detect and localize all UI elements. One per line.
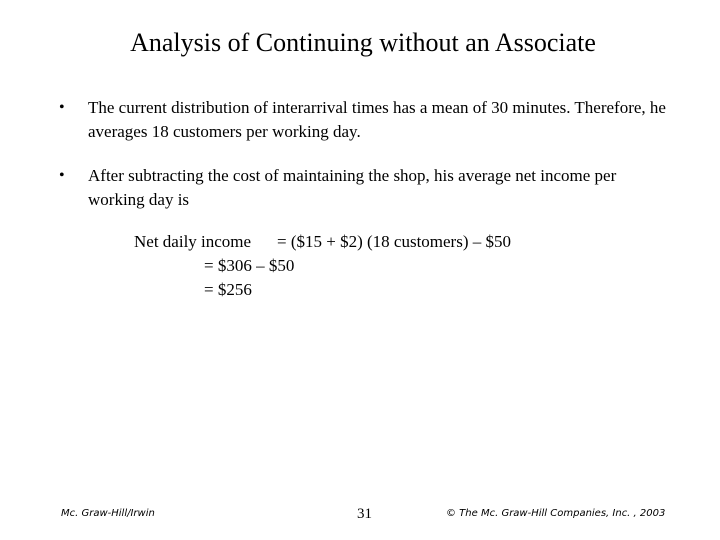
calculation-line-1: = ($15 + $2) (18 customers) – $50 (277, 232, 511, 251)
bullet-marker: • (59, 99, 65, 116)
footer-copyright: © The Mc. Graw-Hill Companies, Inc. , 2003 (446, 508, 666, 519)
bullet-marker: • (59, 167, 65, 184)
bullet-text: After subtracting the cost of maintaining the shop, his average net income per working day is (88, 166, 617, 209)
page-number: 31 (357, 506, 372, 522)
calculation-line-2: = $306 – $50 (204, 256, 295, 275)
footer-publisher: Mc. Graw-Hill/Irwin (61, 508, 155, 519)
bullet-text: The current distribution of interarrival times has a mean of 30 minutes. Therefore, he averages 18 customers per working day. (88, 98, 666, 141)
slide-title: Analysis of Continuing without an Associate (130, 28, 596, 57)
calculation-label: Net daily income (134, 232, 252, 251)
calculation-line-3: = $256 (204, 280, 252, 299)
